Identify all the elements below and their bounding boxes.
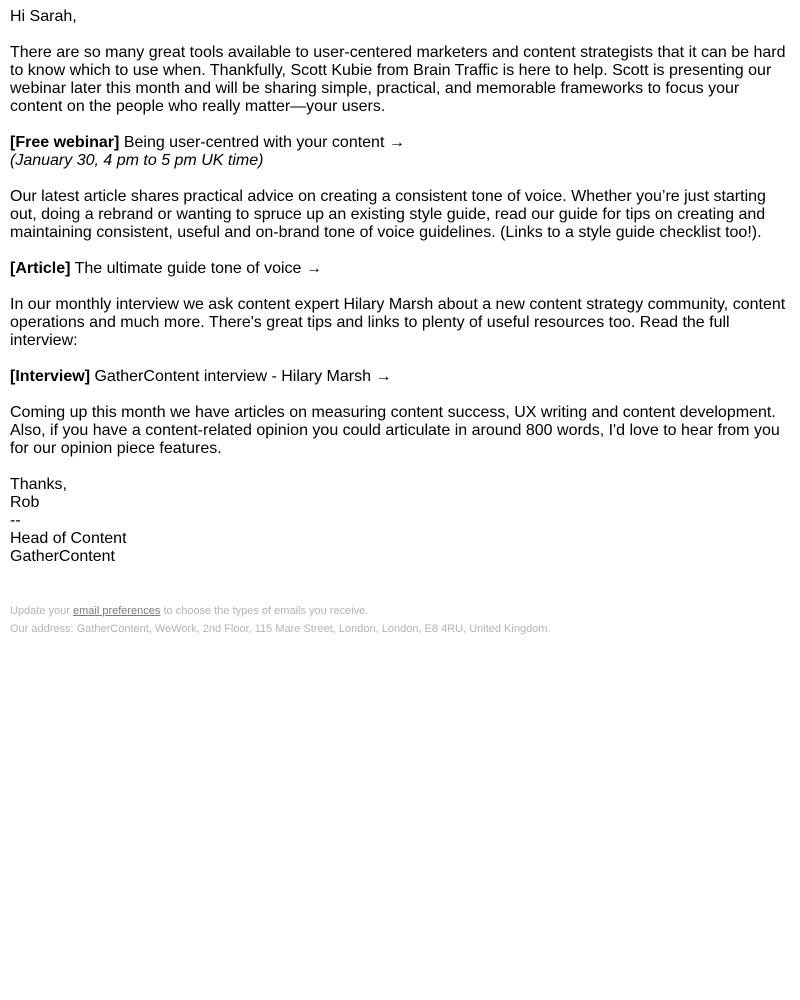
webinar-title: Being user-centred with your content →	[123, 134, 405, 151]
article-tag: [Article]	[10, 260, 71, 277]
email-footer	[10, 602, 790, 638]
footer-address: Our address: GatherContent, WeWork, 2nd Floor, 115 Mare Street, London, London, E8 4RU, United Kingdom.	[10, 623, 551, 635]
footer-prefs-after: to choose the types of emails you receive.	[160, 605, 369, 617]
greeting: Hi Sarah,	[10, 8, 77, 25]
webinar-block	[10, 134, 790, 170]
article-title: The ultimate guide tone of voice →	[74, 260, 322, 277]
webinar-link[interactable]	[10, 134, 405, 151]
signature-separator: --	[10, 512, 21, 529]
signature-name: Rob	[10, 494, 40, 511]
email-preferences-link[interactable]: email preferences	[72, 605, 161, 617]
article-block	[10, 260, 790, 278]
footer-preferences-line	[10, 602, 790, 620]
article-link[interactable]	[10, 260, 322, 277]
coming-up-paragraph: Coming up this month we have articles on measuring content success, UX writing and content development. Also, if you have a content-related opinion you could articulate in around 800 words, I'd love to hear from you for our opinion piece features.	[10, 404, 780, 457]
webinar-date: (January 30, 4 pm to 5 pm UK time)	[10, 152, 264, 169]
interview-intro-paragraph: In our monthly interview we ask content expert Hilary Marsh about a new content strategy community, content operations and much more. There's great tips and links to plenty of useful resources too. Read the full interview:	[10, 296, 786, 349]
signature-closing: Thanks,	[10, 476, 67, 493]
signature-company: GatherContent	[10, 548, 115, 565]
signature-role: Head of Content	[10, 530, 127, 547]
webinar-tag: [Free webinar]	[10, 134, 120, 151]
intro-paragraph: There are so many great tools available to user-centered marketers and content strategists that it can be hard to know which to use when. Thankfully, Scott Kubie from Brain Traffic is here to help. Scott is presenting our webinar later this month and will be sharing simple, practical, and memorable frameworks to focus your content on the people who really matter—your users.	[10, 44, 786, 115]
interview-tag: [Interview]	[10, 368, 91, 385]
interview-link[interactable]	[10, 368, 391, 385]
interview-block	[10, 368, 790, 386]
footer-prefs-before: Update your	[10, 605, 73, 617]
article-intro-paragraph: Our latest article shares practical advice on creating a consistent tone of voice. Whether you’re just starting out, doing a rebrand or wanting to spruce up an existing style guide, read our guide for tips on creating and maintaining consistent, useful and on-brand tone of voice guidelines. (Links to a style guide checklist too!).	[10, 188, 766, 241]
interview-title: GatherContent interview - Hilary Marsh →	[94, 368, 392, 385]
signature	[10, 476, 790, 566]
